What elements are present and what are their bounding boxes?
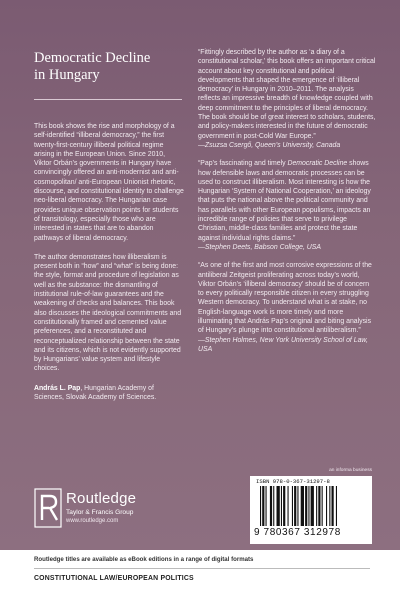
endorsement-text-part: “Pap’s fascinating and timely [198, 160, 288, 168]
title-divider [34, 99, 182, 100]
barcode-bar [332, 486, 334, 526]
barcode-bars [260, 486, 364, 526]
ebook-note: Routledge titles are available as eBook editions in a range of digital formats [34, 556, 254, 563]
blurb-column [34, 122, 184, 412]
barcode-bar [262, 486, 264, 526]
barcode-bar [322, 486, 323, 526]
barcode-bar [266, 486, 267, 526]
barcode-bar [308, 486, 309, 526]
endorsement-2 [198, 159, 376, 252]
title-line-1: Democratic Decline [34, 50, 151, 66]
barcode-bar [260, 486, 261, 526]
barcode-number: 9 780367 312978 [254, 527, 341, 538]
barcode-bar [316, 486, 317, 526]
barcode-bar [336, 486, 337, 526]
endorsement-text-part: shows how defensible laws and democratic processes can be used to construct illiberalism. Most interesting is how the Hungarian ‘System of National Cooperation,’ an ideology that puts the national above the political community and has parallels with other European populisms, impacts an incredible range of policies that serve to privilege Christian, middle-class families and protect the state against individual rights claims.” [198, 160, 371, 242]
blurb-paragraph-2: The author demonstrates how illiberalism is present both in “how” and “what” is being done: the style, format and procedure of legislation as well as the substance: the dismantling of institutional rule-of-law guarantees and the weakening of checks and balances. This book also discusses the ideological commitments and constitutionally framed and cemented value preferences, and a reconstituted and reconceptualized relationship between the state and its citizens, which is not evidently supported by Hungarians’ value system and lifestyle choices. [34, 253, 182, 373]
barcode-bar [305, 486, 307, 526]
barcode-bar [283, 486, 285, 526]
footer-divider [34, 568, 370, 569]
routledge-r-icon [34, 488, 62, 528]
barcode-bar [273, 486, 274, 526]
barcode-panel [250, 476, 372, 544]
title-line-2: in Hungary [34, 67, 100, 83]
endorsement-1 [198, 48, 376, 150]
endorsements-column [198, 48, 376, 363]
endorsement-3 [198, 261, 376, 354]
barcode-bar [326, 486, 327, 526]
author-bio [34, 384, 184, 403]
author-name: András L. Pap [34, 384, 81, 392]
publisher-name: Routledge [66, 490, 137, 507]
informa-label: an informa business [329, 468, 372, 473]
barcode-bar [292, 486, 293, 526]
author-affiliation: , Hungarian Academy of Sciences, Slovak Academy of Sciences. [34, 384, 157, 402]
book-title [34, 50, 184, 84]
barcode-bar [277, 486, 280, 526]
barcode-bar [270, 486, 272, 526]
barcode-bar [294, 486, 296, 526]
barcode-bar [329, 486, 330, 526]
publisher-logo [34, 488, 184, 533]
barcode-bar [297, 486, 298, 526]
publisher-url: www.routledge.com [66, 518, 119, 524]
isbn-label: ISBN 978-0-367-31297-8 [256, 478, 330, 485]
publisher-group: Taylor & Francis Group [66, 509, 134, 516]
barcode-bar [281, 486, 282, 526]
endorsement-text [198, 159, 376, 243]
blurb-paragraph-1: This book shows the rise and morphology of a self-identified “illiberal democracy,” the first twenty-first-century illiberal political regime arising in the European Union. Since 2010, Viktor Orbán’s governments in Hungary have convincingly offered an anti-modernist and anti-cosmopolitan/ anti-European Unionist rhetoric, discourse, and constitutional identity to challenge neo-liberal democracy. The Hungarian case provides unique observation points for students of transitology, especially those who are interested in states that are to abandon pathways of liberal democracy. [34, 123, 184, 242]
endorsement-attribution: —Zsuzsa Csergő, Queen’s University, Canada [198, 141, 341, 149]
barcode-bar [288, 486, 289, 526]
endorsement-text: “Fittingly described by the author as ‘a diary of a constitutional scholar,’ this book offers an important critical account about key constitutional and political developments that shaped the emergence of ‘illiberal democracy’ in Hungary in 2010–2011. The analysis reflects an impressive breadth of knowledge coupled with deep commitment to the principles of liberal democracy. The book should be of great interest to scholars, students, and policy-makers interested in the future of democratic government in post-Cold War Europe.” [198, 49, 376, 140]
barcode-bar [311, 486, 314, 526]
barcode-area [250, 468, 372, 546]
barcode-bar [318, 486, 320, 526]
endorsement-book-title: Democratic Decline [287, 160, 348, 168]
barcode-bar [301, 486, 304, 526]
endorsement-attribution: —Stephen Deets, Babson College, USA [198, 243, 321, 251]
endorsement-text: “As one of the first and most corrosive expressions of the antiliberal Zeitgeist proliferating across today’s world, Viktor Orbán’s ‘illiberal democracy’ should be of concern to every politically responsible citizen in every struggling Western democracy. To understand what is at stake, no English-language work is more timely and more illuminating that András Pap’s original and biting analysis of Hungary’s plunge into constitutional antiliberalism.” [198, 262, 372, 335]
subject-category: CONSTITUTIONAL LAW/EUROPEAN POLITICS [34, 575, 194, 582]
endorsement-attribution: —Stephen Holmes, New York University School of Law, USA [198, 336, 368, 353]
